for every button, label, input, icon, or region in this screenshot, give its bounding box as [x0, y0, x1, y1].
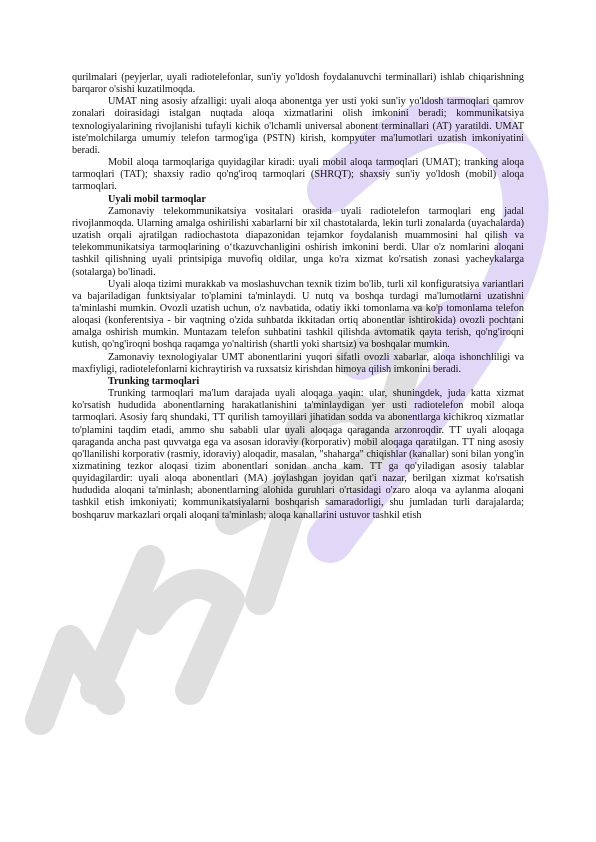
body-paragraph: Zamonaviy telekommunikatsiya vositalari orasida uyali radiotelefon tarmoqlari eng jadal rivojlanmoqda. Ularning amalga oshirilishi xabarlarni bir xil chastotalarda, lekin turli zonalarda (uyachalarda) uzatish orqali ajratilgan radiochastota diapazonidan tejamkor foydalanish muammosini hal qilish va telekommunikatsiya tarmoqlarining o‘tkazuvchanligini oshirish imkonini berdi. Ular o'z nomlarini aloqani tashkil qilishning uyali printsipiga muvofiq oldilar, unga ko'ra xizmat ko'rsatish zonasi yacheykalarga (sotalarga) bo'linadi.: [72, 205, 524, 278]
body-paragraph: Uyali aloqa tizimi murakkab va moslashuvchan texnik tizim bo'lib, turli xil konfiguratsiya variantlari va bajariladigan funktsiyalar to'plamini ta'minlaydi. U nutq va boshqa turdagi ma'lumotlarni uzatishni ta'minlashi mumkin. Ovozli uzatish uchun, o'z navbatida, odatiy ikki tomonlama va ko'p tomonlama telefon aloqasi (konferentsiya - bir vaqtning o'zida suhbatda ikkitadan ortiq abonentlar ishtirokida) ovozli pochtani amalga oshirish mumkin. Muntazam telefon suhbatini tashkil qilishda avtomatik qayta terish, qo'ng'iroqni kutish, qo'ng'iroqni boshqa raqamga yo'naltirish (shartli yoki shartsiz) va boshqalar mumkin.: [72, 278, 524, 351]
body-paragraph: Mobil aloqa tarmoqlariga quyidagilar kiradi: uyali mobil aloqa tarmoqlari (UMAT); tranking aloqa tarmoqlari (TAT); shaxsiy radio qo'ng'iroq tarmoqlari (SHRQT); shaxsiy sun'iy yo'ldosh (mobil) aloqa tarmoqlari.: [72, 157, 524, 193]
section-heading: Trunking tarmoqlari: [108, 375, 200, 387]
section-heading: Uyali mobil tarmoqlar: [108, 193, 206, 205]
body-paragraph: qurilmalari (peyjerlar, uyali radiotelefonlar, sun'iy yo'ldosh foydalanuvchi terminallari) ishlab chiqarishning barqaror o'sishi kuzatilmoqda.: [72, 72, 524, 96]
document-body: [72, 72, 524, 522]
body-paragraph: UMAT ning asosiy afzalligi: uyali aloqa abonentga yer usti yoki sun'iy yo'ldosh tarmoqlari qamrov zonalari doirasidagi istalgan nuqtada aloqa xizmatlarini olish imkonini beradi; kommunikatsiya texnologiyalarining rivojlanishi tufayli kichik o'lchamli universal abonent terminallari (AT) yaratildi. UMAT iste'molchilarga umumiy telefon tarmog'iga (PSTN) kirish, kompyuter ma'lumotlari uzatish imkoniyatini beradi.: [72, 96, 524, 156]
body-paragraph: Zamonaviy texnologiyalar UMT abonentlarini yuqori sifatli ovozli xabarlar, aloqa ishonchliligi va maxfiyligi, radiotelefonlarni kichraytirish va ruxsatsiz kirishdan himoya qilish imkonini beradi.: [72, 351, 524, 375]
body-paragraph: Trunking tarmoqlari ma'lum darajada uyali aloqaga yaqin: ular, shuningdek, juda katta xizmat ko'rsatish hududida abonentlarning harakatlanishini ta'minlaydigan yer usti radiotelefon mobil aloqa tarmoqlari. Asosiy farq shundaki, TT qurilish tamoyillari jihatidan sodda va abonentlarga kichikroq xizmatlar to'plamini taqdim etadi, ammo shu sababli ular uyali aloqaga qaraganda arzonroqdir. TT uyali aloqaga qaraganda ancha past quvvatga ega va asosan idoraviy (korporativ) mobil aloqaga qaratilgan. TT ning asosiy qo'llanilishi korporativ (rasmiy, idoraviy) aloqadir, masalan, "shaharga" chiqishlar (kanallar) soni bilan yong'in xizmatining tezkor aloqasi tizim abonentlari sonidan ancha kam. TT ga qo'yiladigan asosiy talablar quyidagilardir: uyali aloqa abonentlari (MA) joylashgan joyidan qat'i nazar, berilgan xizmat ko'rsatish hududida aloqani ta'minlash; abonentlarning alohida guruhlari o'rtasidagi o'zaro aloqa va aylanma aloqani tashkil etish imkoniyati; kommunikatsiyalarni boshqarish samaradorligi, shu jumladan turli darajalarda; boshqaruv markazlari orqali aloqani ta'minlash; aloqa kanallarini ustuvor tashkil etish: [72, 388, 524, 521]
